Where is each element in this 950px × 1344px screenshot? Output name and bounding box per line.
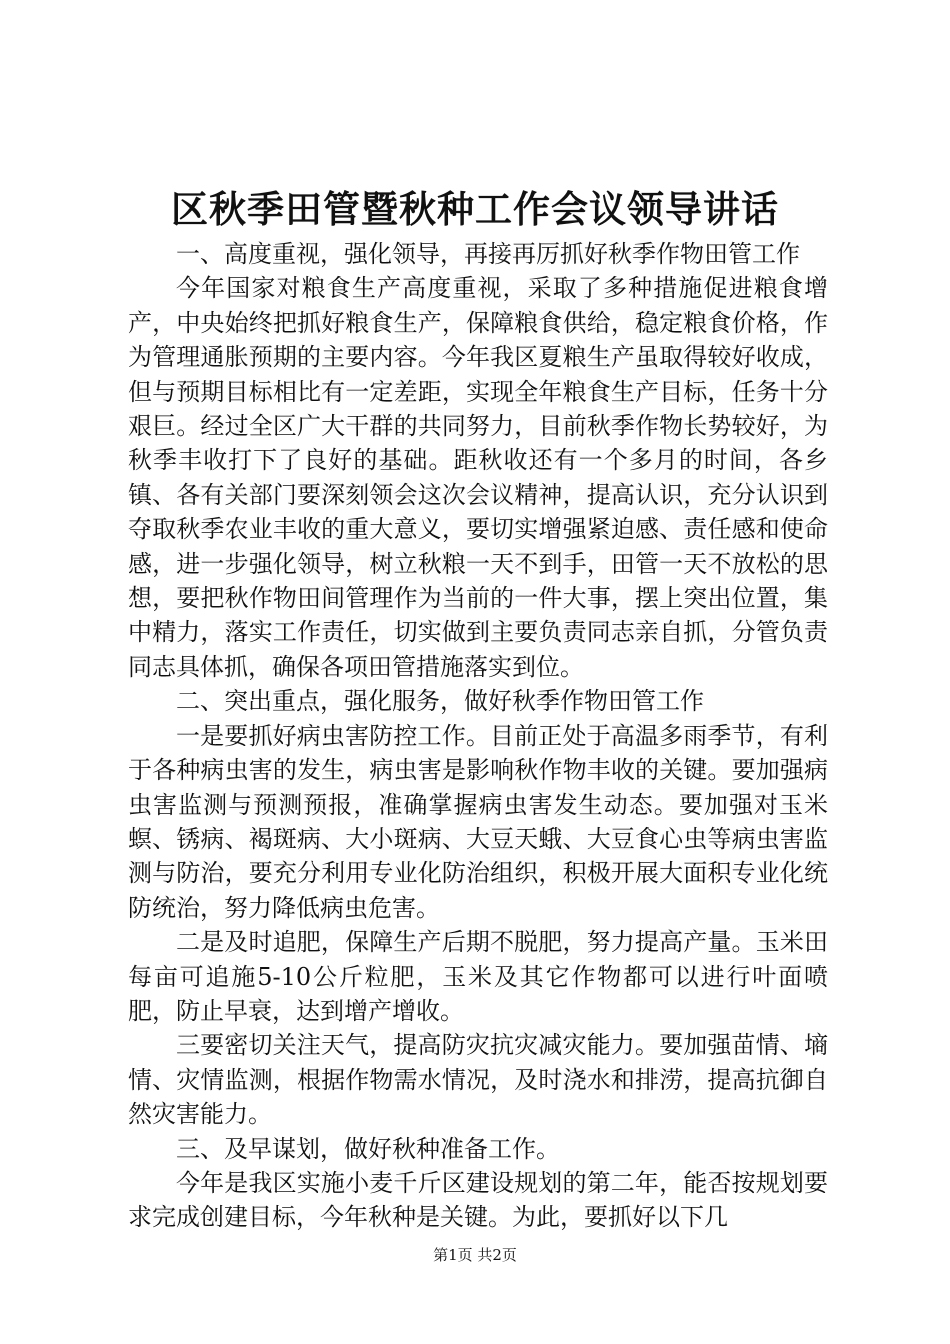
section-heading: 一、高度重视，强化领导，再接再厉抓好秋季作物田管工作 bbox=[176, 240, 800, 268]
body-paragraph: 今年国家对粮食生产高度重视，采取了多种措施促进粮食增产，中央始终把抓好粮食生产，保障粮食供给，稳定粮食价格，作为管理通胀预期的主要内容。今年我区夏粮生产虽取得较好收成，但与预期目标相比有一定差距，实现全年粮食生产目标，任务十分艰巨。经过全区广大干群的共同努力，目前秋季作物长势较好，为秋季丰收打下了良好的基础。距秋收还有一个多月的时间，各乡镇、各有关部门要深刻领会这次会议精神，提高认识，充分认识到夺取秋季农业丰收的重大意义，要切实增强紧迫感、责任感和使命感，进一步强化领导，树立秋粮一天不到手，田管一天不放松的思想，要把秋作物田间管理作为当前的一件大事，摆上突出位置，集中精力，落实工作责任，切实做到主要负责同志亲自抓，分管负责同志具体抓，确保各项田管措施落实到位。 bbox=[128, 274, 828, 681]
body-paragraph: 今年是我区实施小麦千斤区建设规划的第二年，能否按规划要求完成创建目标，今年秋种是关键。为此，要抓好以下几 bbox=[128, 1168, 828, 1232]
page-footer: 第1页 共2页 bbox=[433, 1246, 517, 1264]
body-paragraph: 三要密切关注天气，提高防灾抗灾减灾能力。要加强苗情、墒情、灾情监测，根据作物需水情况，及时浇水和排涝，提高抗御自然灾害能力。 bbox=[128, 1031, 828, 1129]
section-heading: 二、突出重点，强化服务，做好秋季作物田管工作 bbox=[176, 687, 704, 716]
document-body bbox=[128, 237, 828, 1235]
section-heading: 三、及早谋划，做好秋种准备工作。 bbox=[176, 1134, 560, 1163]
document-title: 区秋季田管暨秋种工作会议领导讲话 bbox=[171, 187, 779, 231]
body-paragraph: 一是要抓好病虫害防控工作。目前正处于高温多雨季节，有利于各种病虫害的发生，病虫害是影响秋作物丰收的关键。要加强病虫害监测与预测预报，准确掌握病虫害发生动态。要加强对玉米螟、锈病、褐斑病、大小斑病、大豆天蛾、大豆食心虫等病虫害监测与防治，要充分利用专业化防治组织，积极开展大面积专业化统防统治，努力降低病虫危害。 bbox=[128, 721, 828, 922]
body-paragraph: 二是及时追肥，保障生产后期不脱肥，努力提高产量。玉米田每亩可追施5-10公斤粒肥，玉米及其它作物都可以进行叶面喷肥，防止早衰，达到增产增收。 bbox=[128, 928, 828, 1025]
